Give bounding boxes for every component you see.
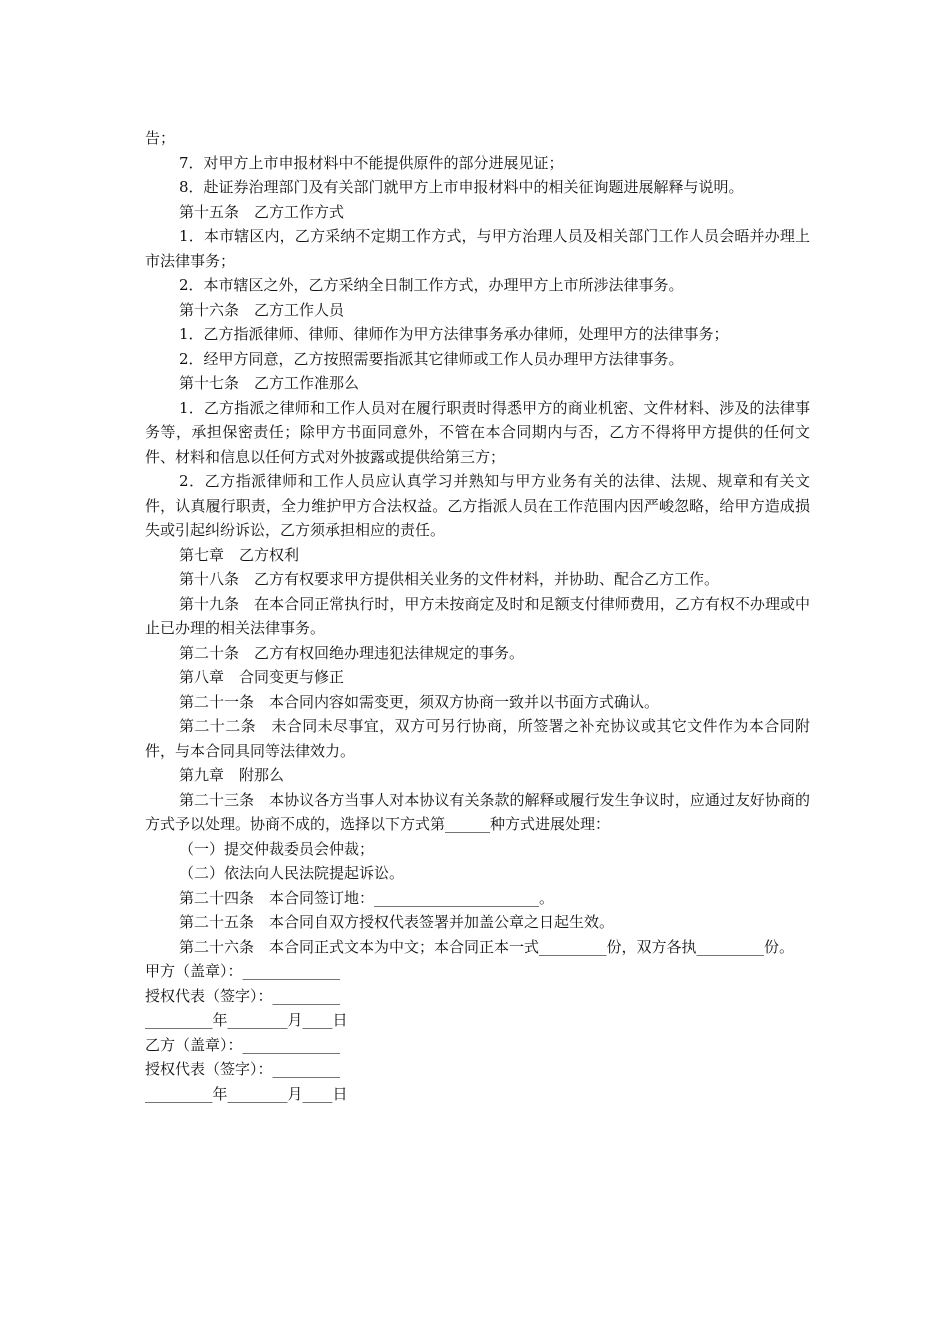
clause-item: 1．乙方指派律师、律师、律师作为甲方法律事务承办律师，处理甲方的法律事务； <box>179 325 729 343</box>
article-paragraph: 第二十条 乙方有权回绝办理违犯法律规定的事务。 <box>179 643 525 662</box>
document-page <box>145 126 810 1106</box>
clause-item: 2．乙方指派律师和工作人员应认真学习并熟知与甲方业务有关的法律、法规、规章和有关文件，认真履行职责，全力维护甲方合法权益。乙方指派人员在工作范围内因严峻忽略，给甲方造成损失或引起纠纷诉讼，乙方须承担相应的责任。 <box>145 472 810 539</box>
party-b-date-line: _________年________月____日 <box>145 1084 348 1103</box>
party-a-seal-line: 甲方（盖章）：_____________ <box>145 962 341 980</box>
article-paragraph: 第二十一条 本合同内容如需变更，须双方协商一致并以书面方式确认。 <box>179 692 660 711</box>
clause-item: 2．本市辖区之外，乙方采纳全日制工作方式，办理甲方上市所涉法律事务。 <box>179 276 684 294</box>
party-a-signature-line: 授权代表（签字）：_________ <box>145 986 341 1005</box>
article-heading: 第十六条 乙方工作人员 <box>179 300 345 319</box>
clause-item: 1．本市辖区内，乙方采纳不定期工作方式，与甲方治理人员及相关部门工作人员会晤并办理上市法律事务； <box>145 227 810 270</box>
chapter-heading: 第七章 乙方权利 <box>179 545 300 564</box>
clause-item: 2．经甲方同意，乙方按照需要指派其它律师或工作人员办理甲方法律事务。 <box>179 349 684 368</box>
option-item: （二）依法向人民法院提起诉讼。 <box>179 864 405 882</box>
article-heading: 第十七条 乙方工作准那么 <box>179 374 360 392</box>
article-paragraph: 第二十五条 本合同自双方授权代表签署并加盖公章之日起生效。 <box>179 913 615 931</box>
clause-item: 1．乙方指派之律师和工作人员对在履行职责时得悉甲方的商业机密、文件材料、涉及的法律事务等，承担保密责任；除甲方书面同意外，不管在本合同期内与否，乙方不得将甲方提供的任何文件、材料和信息以任何方式对外披露或提供给第三方； <box>145 398 810 466</box>
article-heading: 第十五条 乙方工作方式 <box>179 202 345 221</box>
party-b-seal-line: 乙方（盖章）：_____________ <box>145 1035 341 1054</box>
article-paragraph: 第二十六条 本合同正式文本为中文；本合同正本一式_________份，双方各执_________份。 <box>179 937 795 956</box>
clause-item: 7．对甲方上市申报材料中不能提供原件的部分进展见证； <box>179 153 564 172</box>
article-paragraph: 第二十四条 本合同签订地：______________________。 <box>179 888 555 907</box>
party-a-date-line: _________年________月____日 <box>145 1011 348 1029</box>
party-b-signature-line: 授权代表（签字）：_________ <box>145 1060 341 1078</box>
option-item: （一）提交仲裁委员会仲裁； <box>179 839 375 858</box>
chapter-heading: 第八章 合同变更与修正 <box>179 668 345 686</box>
article-paragraph: 第二十三条 本协议各方当事人对本协议有关条款的解释或履行发生争议时，应通过友好协商的方式予以处理。协商不成的，选择以下方式第______种方式进展处理： <box>145 790 810 833</box>
chapter-heading: 第九章 附那么 <box>179 766 285 784</box>
article-paragraph: 第十八条 乙方有权要求甲方提供相关业务的文件材料，并协助、配合乙方工作。 <box>179 570 720 588</box>
paragraph: 告； <box>145 129 176 147</box>
article-paragraph: 第十九条 在本合同正常执行时，甲方未按商定及时和足额支付律师费用，乙方有权不办理或中止已办理的相关法律事务。 <box>145 594 810 637</box>
clause-item: 8．赴证券治理部门及有关部门就甲方上市申报材料中的相关征询题进展解释与说明。 <box>179 178 744 196</box>
article-paragraph: 第二十二条 未合同未尽事宜，双方可另行协商，所签署之补充协议或其它文件作为本合同附件，与本合同具同等法律效力。 <box>145 717 810 760</box>
